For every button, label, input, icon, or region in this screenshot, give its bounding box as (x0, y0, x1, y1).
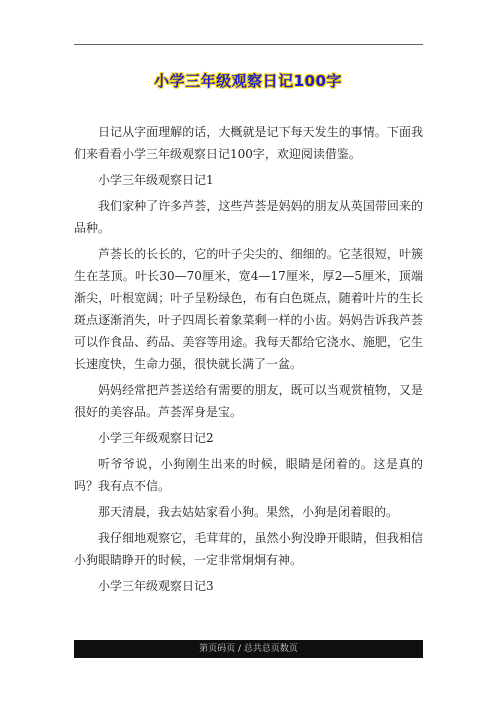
paragraph: 妈妈经常把芦荟送给有需要的朋友，既可以当观赏植物，又是很好的美容品。芦荟浑身是宝。 (74, 383, 423, 419)
document-body (74, 121, 423, 601)
paragraph: 芦荟长的长长的，它的叶子尖尖的、细细的。它茎很短，叶簇生在茎顶。叶长30—70厘米，宽4—17厘米，厚2—5厘米，顶端渐尖，叶根宽阔；叶子呈粉绿色，布有白色斑点，随着叶片的生长斑点逐渐消失，叶子四周长着象菜剩一样的小齿。妈妈告诉我芦荟可以作食品、药品、美容等用途。我每天都给它浇水、施肥，它生长速度快，生命力强，很快就长满了一盆。 (74, 247, 423, 371)
section-heading-2: 小学三年级观察日记2 (98, 431, 214, 445)
paragraph: 我仔细地观察它，毛茸茸的，虽然小狗没睁开眼睛，但我相信小狗眼睛睁开的时候，一定非常炯炯有神。 (74, 531, 423, 567)
paragraph: 那天清晨，我去姑姑家看小狗。果然，小狗是闭着眼的。 (98, 505, 399, 519)
paragraph-intro: 日记从字面理解的话，大概就是记下每天发生的事情。下面我们来看看小学三年级观察日记100字，欢迎阅读借鉴。 (74, 125, 423, 161)
paragraph: 听爷爷说，小狗刚生出来的时候，眼睛是闭着的。这是真的吗？我有点不信。 (74, 457, 423, 493)
section-heading-1: 小学三年级观察日记1 (98, 173, 214, 187)
page-footer: 第页码页 / 总共总页数页 (74, 640, 423, 658)
section-heading-3: 小学三年级观察日记3 (98, 579, 214, 593)
paragraph: 我们家种了许多芦荟，这些芦荟是妈妈的朋友从英国带回来的品种。 (74, 199, 423, 235)
header-rule (74, 44, 423, 45)
document-title: 小学三年级观察日记100字 (154, 72, 342, 90)
